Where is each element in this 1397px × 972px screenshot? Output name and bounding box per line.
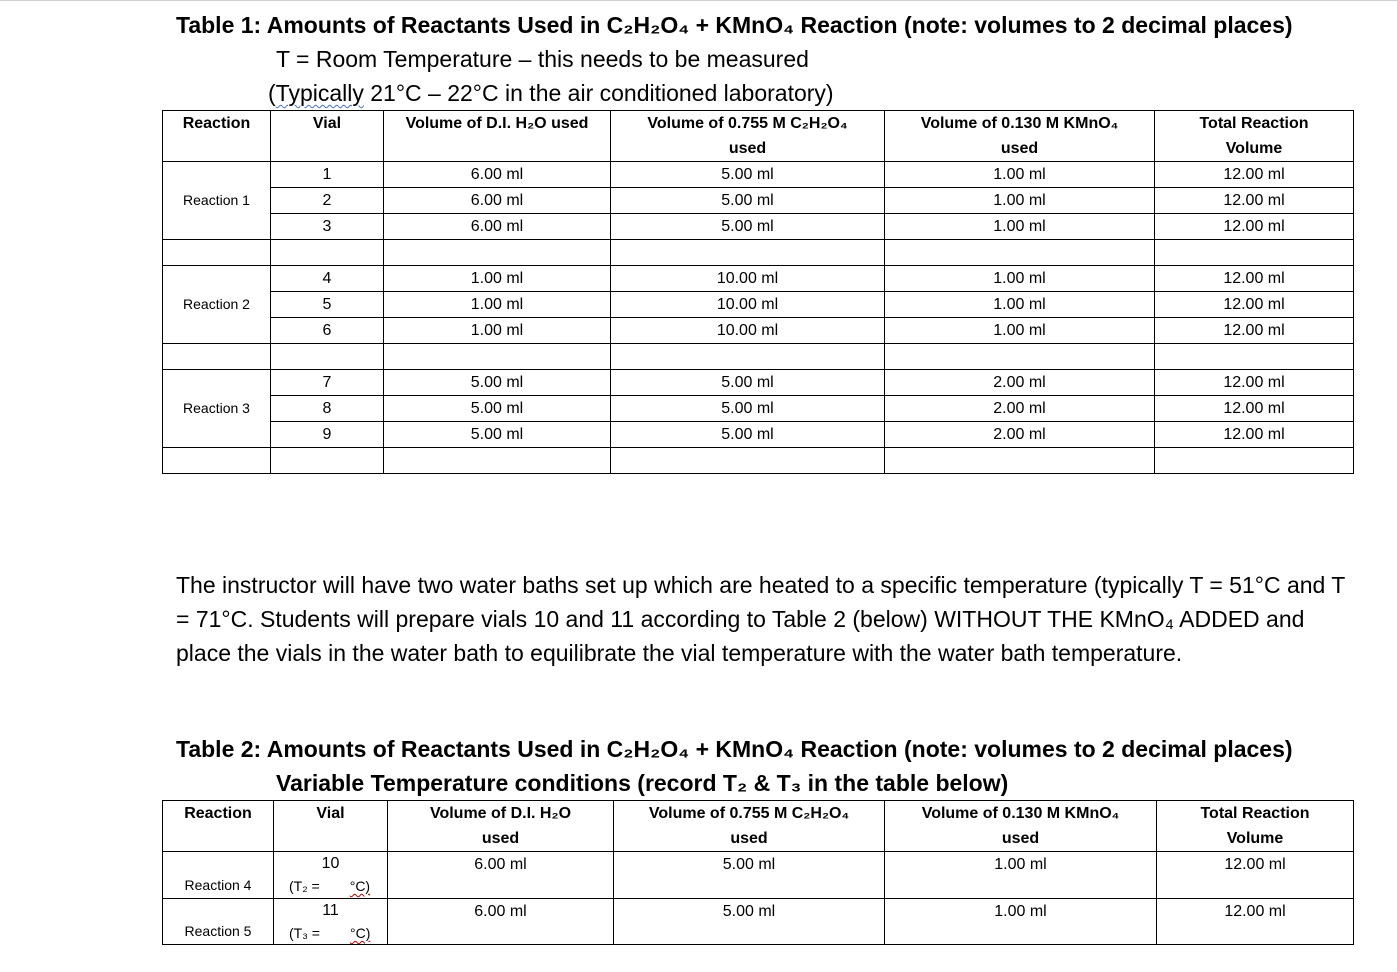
table1-vial: 1 — [271, 162, 384, 188]
table1-vial: 2 — [271, 188, 384, 214]
table2-water: 6.00 ml — [388, 852, 614, 899]
blank-cell[interactable] — [611, 448, 885, 474]
table1-oxalic: 5.00 ml — [611, 370, 885, 396]
table1-reaction-1-label: Reaction 1 — [163, 162, 271, 240]
table1-header-row — [163, 111, 1354, 162]
table1-total: 12.00 ml — [1155, 214, 1354, 240]
blank-cell[interactable] — [1155, 240, 1354, 266]
table1-vial: 9 — [271, 422, 384, 448]
table1-total: 12.00 ml — [1155, 188, 1354, 214]
table2-header-reaction: Reaction — [163, 801, 274, 852]
table1-header-reaction: Reaction — [163, 111, 271, 162]
table1-kmno4: 2.00 ml — [885, 370, 1155, 396]
blank-cell[interactable] — [885, 344, 1155, 370]
header-kmno4-line1: Volume of 0.130 M KMnO₄ — [921, 805, 1120, 822]
blank-cell[interactable] — [611, 344, 885, 370]
table1-total: 12.00 ml — [1155, 396, 1354, 422]
table2-temp-record — [274, 876, 387, 896]
table1-subtitle-room-temp: T = Room Temperature – this needs to be measured — [276, 46, 809, 72]
table2-oxalic: 5.00 ml — [614, 852, 885, 899]
table2-temp-record — [274, 923, 387, 943]
table1-row — [163, 162, 1354, 188]
table1-kmno4: 2.00 ml — [885, 422, 1155, 448]
table1-row — [163, 318, 1354, 344]
table1-oxalic: 5.00 ml — [611, 188, 885, 214]
blank-cell[interactable] — [271, 240, 384, 266]
table1-oxalic: 10.00 ml — [611, 292, 885, 318]
table1-header-water: Volume of D.I. H₂O used — [384, 111, 611, 162]
table2-header-kmno4 — [885, 801, 1157, 852]
table1-kmno4: 1.00 ml — [885, 292, 1155, 318]
table1-kmno4: 1.00 ml — [885, 188, 1155, 214]
blank-cell[interactable] — [1155, 448, 1354, 474]
header-kmno4-line2: used — [1000, 140, 1039, 157]
table1-header-kmno4 — [885, 111, 1155, 162]
table2-header-row — [163, 801, 1354, 852]
table1-vial: 5 — [271, 292, 384, 318]
table1-oxalic: 5.00 ml — [611, 214, 885, 240]
blank-cell[interactable] — [271, 448, 384, 474]
table1-row — [163, 266, 1354, 292]
table1-total: 12.00 ml — [1155, 266, 1354, 292]
table2-title: Table 2: Amounts of Reactants Used in C₂H₂O₄ + KMnO₄ Reaction (note: volumes to 2 decimal places) — [176, 736, 1293, 762]
table1-water: 5.00 ml — [384, 370, 611, 396]
table1-total: 12.00 ml — [1155, 292, 1354, 318]
temp-unit: °C) — [349, 925, 371, 941]
table1-row — [163, 214, 1354, 240]
table2-kmno4: 1.00 ml — [885, 852, 1157, 899]
table2-row — [163, 852, 1354, 899]
table1 — [162, 110, 1354, 474]
table2 — [162, 800, 1354, 945]
blank-cell[interactable] — [1155, 344, 1354, 370]
table2-vial: 11 — [322, 902, 339, 919]
blank-cell[interactable] — [885, 240, 1155, 266]
table1-row — [163, 292, 1354, 318]
table1-kmno4: 1.00 ml — [885, 318, 1155, 344]
table1-vial: 3 — [271, 214, 384, 240]
table2-vial-cell[interactable] — [274, 852, 388, 899]
table1-water: 6.00 ml — [384, 188, 611, 214]
table1-vial: 8 — [271, 396, 384, 422]
header-oxalic-line2: used — [728, 140, 767, 157]
table1-oxalic: 10.00 ml — [611, 266, 885, 292]
table1-vial: 7 — [271, 370, 384, 396]
table1-reaction-3-label: Reaction 3 — [163, 370, 271, 448]
header-total-line1: Total Reaction — [1199, 115, 1309, 132]
blank-cell[interactable] — [611, 240, 885, 266]
table1-total: 12.00 ml — [1155, 162, 1354, 188]
table2-kmno4: 1.00 ml — [885, 899, 1157, 945]
table2-reaction-5-label: Reaction 5 — [163, 899, 274, 945]
table1-reaction-2-label: Reaction 2 — [163, 266, 271, 344]
table1-water: 6.00 ml — [384, 214, 611, 240]
table2-total: 12.00 ml — [1157, 852, 1354, 899]
temp-unit: °C) — [349, 878, 371, 894]
table1-blank-row — [163, 240, 1354, 266]
table2-water: 6.00 ml — [388, 899, 614, 945]
table2-vial-cell[interactable] — [274, 899, 388, 945]
header-water-line1: Volume of D.I. H₂O — [429, 805, 572, 822]
table1-subtitle-typical-temp — [268, 80, 834, 107]
table1-row — [163, 422, 1354, 448]
table1-oxalic: 5.00 ml — [611, 396, 885, 422]
table1-title: Table 1: Amounts of Reactants Used in C₂H₂O₄ + KMnO₄ Reaction (note: volumes to 2 decimal places) — [176, 12, 1293, 38]
table1-row — [163, 188, 1354, 214]
table1-vial: 6 — [271, 318, 384, 344]
header-total-line2: Volume — [1226, 830, 1284, 847]
header-oxalic-line1: Volume of 0.755 M C₂H₂O₄ — [647, 115, 848, 132]
table1-vial: 4 — [271, 266, 384, 292]
table1-oxalic: 10.00 ml — [611, 318, 885, 344]
table1-header-vial: Vial — [271, 111, 384, 162]
temp-t2-label: (T₂ = — [289, 878, 320, 894]
table2-oxalic: 5.00 ml — [614, 899, 885, 945]
blank-cell[interactable] — [384, 448, 611, 474]
table1-kmno4: 1.00 ml — [885, 162, 1155, 188]
subtitle-open-paren: ( — [268, 80, 276, 106]
header-water-line2: used — [481, 830, 520, 847]
table2-vial: 10 — [321, 855, 340, 872]
table1-blank-row — [163, 448, 1354, 474]
header-total-line2: Volume — [1225, 140, 1283, 157]
table1-water: 1.00 ml — [384, 266, 611, 292]
table2-subtitle: Variable Temperature conditions (record T₂ & T₃ in the table below) — [276, 770, 1009, 796]
blank-cell[interactable] — [384, 344, 611, 370]
blank-cell[interactable] — [163, 344, 271, 370]
blank-cell[interactable] — [384, 240, 611, 266]
table2-header-oxalic — [614, 801, 885, 852]
table1-row — [163, 370, 1354, 396]
blank-cell[interactable] — [885, 448, 1155, 474]
table1-kmno4: 1.00 ml — [885, 214, 1155, 240]
table1-kmno4: 1.00 ml — [885, 266, 1155, 292]
table1-header-oxalic — [611, 111, 885, 162]
temp-t3-label: (T₃ = — [289, 925, 320, 941]
table2-reaction-4-label: Reaction 4 — [163, 852, 274, 899]
table1-kmno4: 2.00 ml — [885, 396, 1155, 422]
table1-water: 1.00 ml — [384, 292, 611, 318]
table2-header-total — [1157, 801, 1354, 852]
subtitle-temp-range: 21°C – 22°C in the air conditioned laboratory) — [363, 80, 834, 106]
blank-cell[interactable] — [271, 344, 384, 370]
table1-oxalic: 5.00 ml — [611, 162, 885, 188]
table1-water: 5.00 ml — [384, 396, 611, 422]
blank-cell[interactable] — [163, 240, 271, 266]
subtitle-typically-word: Typically — [275, 80, 364, 106]
table1-total: 12.00 ml — [1155, 422, 1354, 448]
page-top-border — [0, 0, 1397, 1]
table1-water: 5.00 ml — [384, 422, 611, 448]
table1-blank-row — [163, 344, 1354, 370]
table2-total: 12.00 ml — [1157, 899, 1354, 945]
table2-header-vial: Vial — [274, 801, 388, 852]
table1-oxalic: 5.00 ml — [611, 422, 885, 448]
table1-water: 1.00 ml — [384, 318, 611, 344]
table1-total: 12.00 ml — [1155, 318, 1354, 344]
table1-water: 6.00 ml — [384, 162, 611, 188]
instructions-paragraph: The instructor will have two water baths set up which are heated to a specific temperature (typically T = 51°C and T = 71°C. Students will prepare vials 10 and 11 according to Table 2 (below) WITHOUT THE KMnO₄ ADDED and place the vials in the water bath to equilibrate the vial temperature with the water bath temperature. — [176, 572, 1345, 666]
header-oxalic-line1: Volume of 0.755 M C₂H₂O₄ — [648, 805, 850, 822]
table2-row — [163, 899, 1354, 945]
header-kmno4-line2: used — [1001, 830, 1040, 847]
header-kmno4-line1: Volume of 0.130 M KMnO₄ — [920, 115, 1119, 132]
header-oxalic-line2: used — [730, 830, 768, 847]
table1-header-total — [1155, 111, 1354, 162]
header-total-line1: Total Reaction — [1200, 805, 1310, 822]
table2-header-water — [388, 801, 614, 852]
table1-total: 12.00 ml — [1155, 370, 1354, 396]
table1-row — [163, 396, 1354, 422]
blank-cell[interactable] — [163, 448, 271, 474]
